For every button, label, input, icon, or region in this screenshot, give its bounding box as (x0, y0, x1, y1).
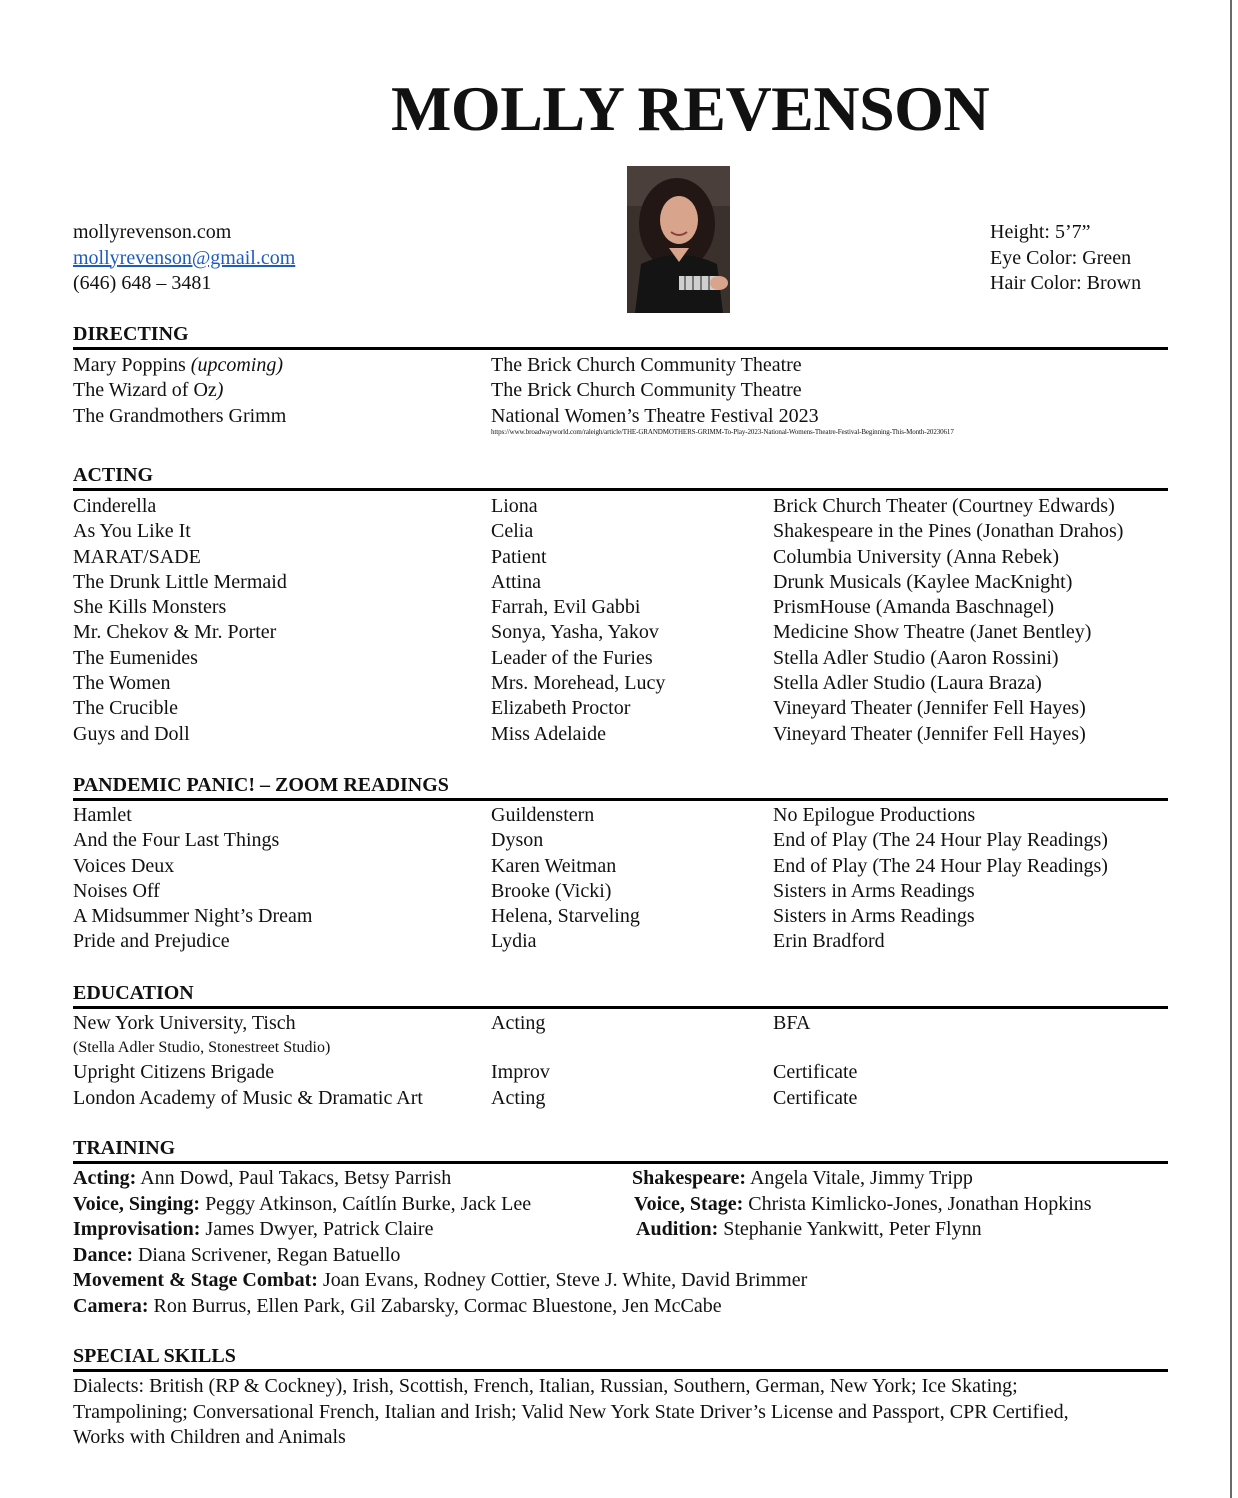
list-item (73, 545, 1168, 570)
company: Stella Adler Studio (Laura Braza) (773, 672, 1042, 695)
list-item (73, 854, 1168, 879)
list-item (73, 722, 1168, 747)
company: Medicine Show Theatre (Janet Bentley) (773, 621, 1092, 644)
education-heading: EDUCATION (73, 981, 1168, 1009)
company: Sisters in Arms Readings (773, 879, 975, 902)
list-item (73, 378, 1168, 403)
list-item (73, 494, 1168, 519)
training-value: Ann Dowd, Paul Takacs, Betsy Parrish (136, 1167, 452, 1189)
company: Vineyard Theater (Jennifer Fell Hayes) (773, 697, 1086, 720)
training-label: Improvisation: (73, 1218, 201, 1240)
list-item (73, 696, 1168, 721)
role: Attina (491, 570, 541, 593)
role: Elizabeth Proctor (491, 697, 631, 720)
list-item (73, 595, 1168, 620)
show-title: The Wizard of Oz (73, 379, 217, 402)
list-item (73, 929, 1168, 954)
list-item (73, 1243, 1168, 1269)
training-value: Joan Evans, Rodney Cottier, Steve J. White, David Brimmer (317, 1269, 808, 1291)
program: Improv (491, 1061, 550, 1084)
company: Brick Church Theater (Courtney Edwards) (773, 495, 1115, 517)
list-item (73, 879, 1168, 904)
list-item (73, 620, 1168, 645)
company: No Epilogue Productions (773, 804, 976, 826)
list-item (73, 1217, 1168, 1243)
program: Acting (491, 1012, 546, 1034)
company: Vineyard Theater (Jennifer Fell Hayes) (773, 722, 1086, 745)
show-title: The Women (73, 672, 171, 695)
headshot-photo (627, 166, 730, 313)
degree: Certificate (773, 1061, 858, 1084)
show-title: Mr. Chekov & Mr. Porter (73, 621, 277, 644)
school: London Academy of Music & Dramatic Art (73, 1086, 423, 1109)
list-item (73, 1192, 1168, 1218)
role: Helena, Starveling (491, 905, 640, 928)
directing-heading: DIRECTING (73, 322, 1168, 350)
school: Upright Citizens Brigade (73, 1061, 275, 1084)
degree: Certificate (773, 1086, 858, 1109)
show-title: The Eumenides (73, 646, 198, 669)
training-value: Diana Scrivener, Regan Batuello (132, 1243, 401, 1266)
training-value: Ron Burrus, Ellen Park, Gil Zabarsky, Cormac Bluestone, Jen McCabe (148, 1294, 722, 1317)
show-title: MARAT/SADE (73, 545, 201, 568)
show-title: Noises Off (73, 879, 160, 902)
company: PrismHouse (Amanda Baschnagel) (773, 596, 1055, 619)
venue: The Brick Church Community Theatre (491, 354, 802, 376)
show-title: Guys and Doll (73, 722, 190, 745)
role: Sonya, Yasha, Yakov (491, 621, 659, 644)
contact-info (73, 220, 295, 297)
directing-list (73, 353, 1168, 429)
training-value: Christa Kimlicko-Jones, Jonathan Hopkins (743, 1192, 1092, 1215)
training-heading: TRAINING (73, 1136, 1168, 1164)
venue: The Brick Church Community Theatre (491, 379, 802, 402)
role: Guildenstern (491, 804, 595, 826)
show-title: As You Like It (73, 520, 191, 543)
list-item (73, 519, 1168, 544)
company: Shakespeare in the Pines (Jonathan Drahos) (773, 520, 1124, 543)
list-item (73, 1036, 1168, 1060)
role: Patient (491, 545, 547, 568)
list-item (73, 1011, 1168, 1036)
company: Columbia University (Anna Rebek) (773, 545, 1060, 568)
show-title: Voices Deux (73, 854, 175, 877)
hair-color-text: Hair Color: Brown (990, 272, 1142, 294)
list-item (73, 1294, 1168, 1320)
role: Miss Adelaide (491, 722, 606, 745)
company: Drunk Musicals (Kaylee MacKnight) (773, 570, 1073, 593)
skills-text: Dialects: British (RP & Cockney), Irish, Scottish, French, Italian, Russian, Southern, German, New York; Ice Skating; Trampolining; Conversational French, Italian and Irish; Valid New York State Driver’s License and Passport, CPR Certified, Works with Children and Animals (73, 1375, 1069, 1448)
training-label: Movement & Stage Combat: (73, 1269, 318, 1291)
training-label: Acting: (73, 1167, 137, 1189)
school-note: (Stella Adler Studio, Stonestreet Studio) (73, 1039, 331, 1057)
list-item (73, 353, 1168, 378)
role: Karen Weitman (491, 854, 617, 877)
show-title: Hamlet (73, 804, 132, 826)
email-link[interactable]: mollyrevenson@gmail.com (73, 246, 296, 269)
website-text: mollyrevenson.com (73, 221, 232, 243)
list-item (73, 803, 1168, 828)
role: Brooke (Vicki) (491, 879, 612, 902)
physical-stats (990, 220, 1141, 297)
company: End of Play (The 24 Hour Play Readings) (773, 829, 1108, 852)
training-label: Dance: (73, 1243, 133, 1266)
company: Sisters in Arms Readings (773, 905, 975, 928)
list-item (73, 1060, 1168, 1085)
training-value: James Dwyer, Patrick Claire (200, 1218, 434, 1240)
training-label: Voice, Singing: (73, 1192, 201, 1215)
company: Stella Adler Studio (Aaron Rossini) (773, 646, 1059, 669)
role: Mrs. Morehead, Lucy (491, 672, 666, 695)
acting-list (73, 494, 1168, 747)
list-item (73, 404, 1168, 429)
role: Leader of the Furies (491, 646, 653, 669)
list-item (73, 904, 1168, 929)
training-value: Angela Vitale, Jimmy Tripp (746, 1167, 973, 1189)
resume-name: MOLLY REVENSON (391, 73, 990, 144)
show-note: (upcoming) (190, 354, 283, 376)
show-title: And the Four Last Things (73, 829, 280, 852)
list-item (73, 1086, 1168, 1111)
role: Celia (491, 520, 534, 543)
training-value: Peggy Atkinson, Caítlín Burke, Jack Lee (200, 1192, 532, 1215)
height-text: Height: 5’7” (990, 221, 1091, 243)
list-item (73, 646, 1168, 671)
pandemic-heading: PANDEMIC PANIC! – ZOOM READINGS (73, 773, 1168, 801)
show-title: She Kills Monsters (73, 596, 227, 619)
list-item (73, 1166, 1168, 1192)
role: Liona (491, 495, 538, 517)
show-note: ) (216, 379, 224, 402)
training-label: Shakespeare: (632, 1167, 747, 1189)
training-label: Camera: (73, 1294, 149, 1317)
list-item (73, 570, 1168, 595)
role: Dyson (491, 829, 544, 852)
phone-text: (646) 648 – 3481 (73, 272, 212, 294)
show-title: A Midsummer Night’s Dream (73, 905, 313, 928)
role: Farrah, Evil Gabbi (491, 596, 641, 619)
show-title: Pride and Prejudice (73, 930, 230, 953)
list-item (73, 828, 1168, 853)
company: Erin Bradford (773, 930, 885, 953)
education-list (73, 1011, 1168, 1111)
training-list (73, 1166, 1168, 1319)
company: End of Play (The 24 Hour Play Readings) (773, 854, 1108, 877)
eye-color-text: Eye Color: Green (990, 246, 1132, 269)
acting-heading: ACTING (73, 463, 1168, 491)
training-label: Audition: (636, 1218, 719, 1240)
show-title: The Grandmothers Grimm (73, 404, 287, 427)
list-item (73, 671, 1168, 696)
list-item (73, 1268, 1168, 1294)
program: Acting (491, 1086, 546, 1109)
page-edge (1230, 0, 1232, 1498)
show-title: Mary Poppins (73, 354, 191, 376)
skills-heading: SPECIAL SKILLS (73, 1344, 1168, 1372)
school: New York University, Tisch (73, 1012, 296, 1034)
training-value: Stephanie Yankwitt, Peter Flynn (718, 1218, 982, 1240)
show-title: Cinderella (73, 495, 157, 517)
pandemic-list (73, 803, 1168, 955)
show-title: The Drunk Little Mermaid (73, 570, 287, 593)
venue: National Women’s Theatre Festival 2023 (491, 404, 819, 427)
show-title: The Crucible (73, 697, 178, 720)
article-link[interactable]: https://www.broadwayworld.com/raleigh/article/THE-GRANDMOTHERS-GRIMM-To-Play-2023-National-Womens-Theatre-Festival-Beginning-This-Month-20230617 (491, 428, 954, 436)
training-label: Voice, Stage: (634, 1192, 744, 1215)
role: Lydia (491, 930, 537, 953)
degree: BFA (773, 1012, 811, 1034)
